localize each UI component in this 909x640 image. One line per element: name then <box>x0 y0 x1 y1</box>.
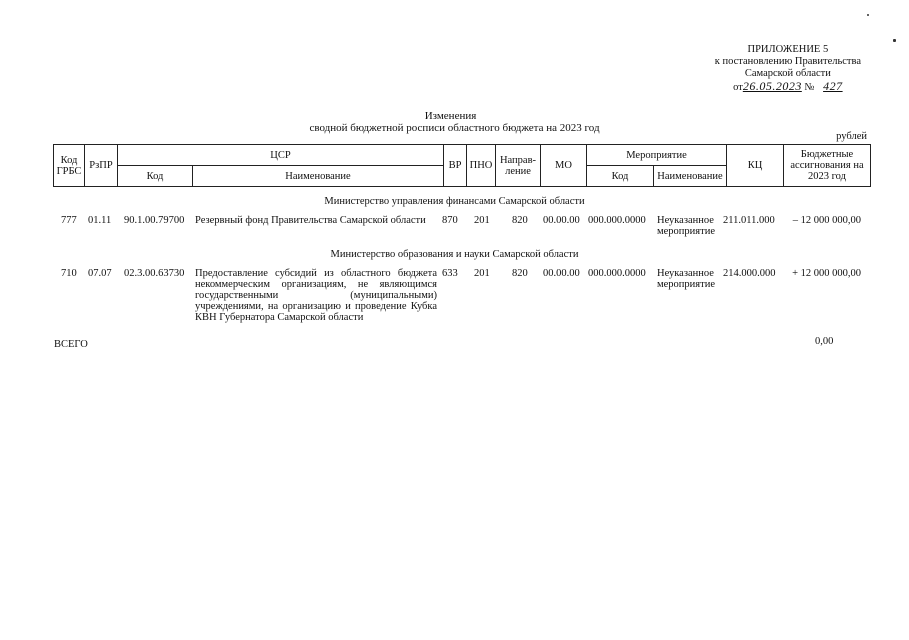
cell-mer-name: Неуказанное мероприятие <box>657 268 715 290</box>
col-meropriyatie: Мероприятие <box>587 145 727 166</box>
appendix-title: ПРИЛОЖЕНИЕ 5 <box>747 44 829 55</box>
title-line1: Изменения <box>424 110 477 122</box>
cell-amount: – 12 000 000,00 <box>792 215 861 226</box>
col-csr: ЦСР <box>118 145 444 166</box>
cell-mo: 00.00.00 <box>543 215 580 226</box>
scan-speck <box>893 39 896 42</box>
cell-vr: 633 <box>442 268 458 279</box>
appendix-line2: к постановлению Правительства <box>714 56 861 67</box>
cell-napr: 820 <box>512 215 528 226</box>
cell-mer-code: 000.000.0000 <box>588 268 646 279</box>
unit-label: рублей <box>836 131 867 142</box>
table-header <box>53 144 871 187</box>
cell-csr-code: 90.1.00.79700 <box>124 215 185 226</box>
date-prefix: от <box>733 82 743 93</box>
cell-mer-name: Неуказанное мероприятие <box>657 215 715 237</box>
ministry-heading: Министерство управления финансами Самарской области <box>324 196 585 207</box>
col-budget: Бюджетные ассигнования на 2023 год <box>784 145 871 187</box>
document-title <box>0 110 909 134</box>
appendix-line3: Самарской области <box>744 68 831 79</box>
appendix-date-line <box>715 80 861 94</box>
cell-mo: 00.00.00 <box>543 268 580 279</box>
col-kod-grbs: Код ГРБС <box>54 145 85 187</box>
ministry-heading: Министерство образования и науки Самарской области <box>330 249 579 260</box>
col-vr: ВР <box>444 145 467 187</box>
col-csr-name: Наименование <box>193 166 444 187</box>
handwritten-number: 427 <box>823 79 843 93</box>
title-line2: сводной бюджетной росписи областного бюджета на 2023 год <box>309 122 600 134</box>
col-csr-kod: Код <box>118 166 193 187</box>
col-rzpr: РзПР <box>85 145 118 187</box>
cell-csr-name: Резервный фонд Правительства Самарской области <box>195 215 426 226</box>
cell-rzpr: 07.07 <box>88 268 112 279</box>
col-mer-name: Наименование <box>654 166 727 187</box>
col-mer-kod: Код <box>587 166 654 187</box>
total-label: ВСЕГО <box>54 339 88 350</box>
cell-mer-code: 000.000.0000 <box>588 215 646 226</box>
col-napravlenie: Направ-ление <box>496 145 541 187</box>
cell-csr-code: 02.3.00.63730 <box>124 268 185 279</box>
cell-vr: 870 <box>442 215 458 226</box>
appendix-block <box>715 44 861 94</box>
cell-grbs: 710 <box>61 268 77 279</box>
col-kc: КЦ <box>727 145 784 187</box>
number-label: № <box>804 82 815 93</box>
total-value: 0,00 <box>815 336 834 347</box>
cell-csr-name: Предоставление субсидий из областного бюджета некоммерческим организациям, не являющимся государственными (муниципальными) учреждениями, на организацию и проведение Кубка КВН Губернатора Самарской области <box>195 268 437 323</box>
cell-pno: 201 <box>474 268 490 279</box>
cell-kc: 214.000.000 <box>723 268 776 279</box>
scan-speck <box>867 14 869 16</box>
col-mo: МО <box>541 145 587 187</box>
cell-rzpr: 01.11 <box>88 215 112 226</box>
handwritten-date: 26.05.2023 <box>742 79 802 93</box>
cell-kc: 211.011.000 <box>723 215 775 226</box>
col-pno: ПНО <box>467 145 496 187</box>
cell-napr: 820 <box>512 268 528 279</box>
cell-pno: 201 <box>474 215 490 226</box>
cell-amount: + 12 000 000,00 <box>792 268 861 279</box>
cell-grbs: 777 <box>61 215 77 226</box>
